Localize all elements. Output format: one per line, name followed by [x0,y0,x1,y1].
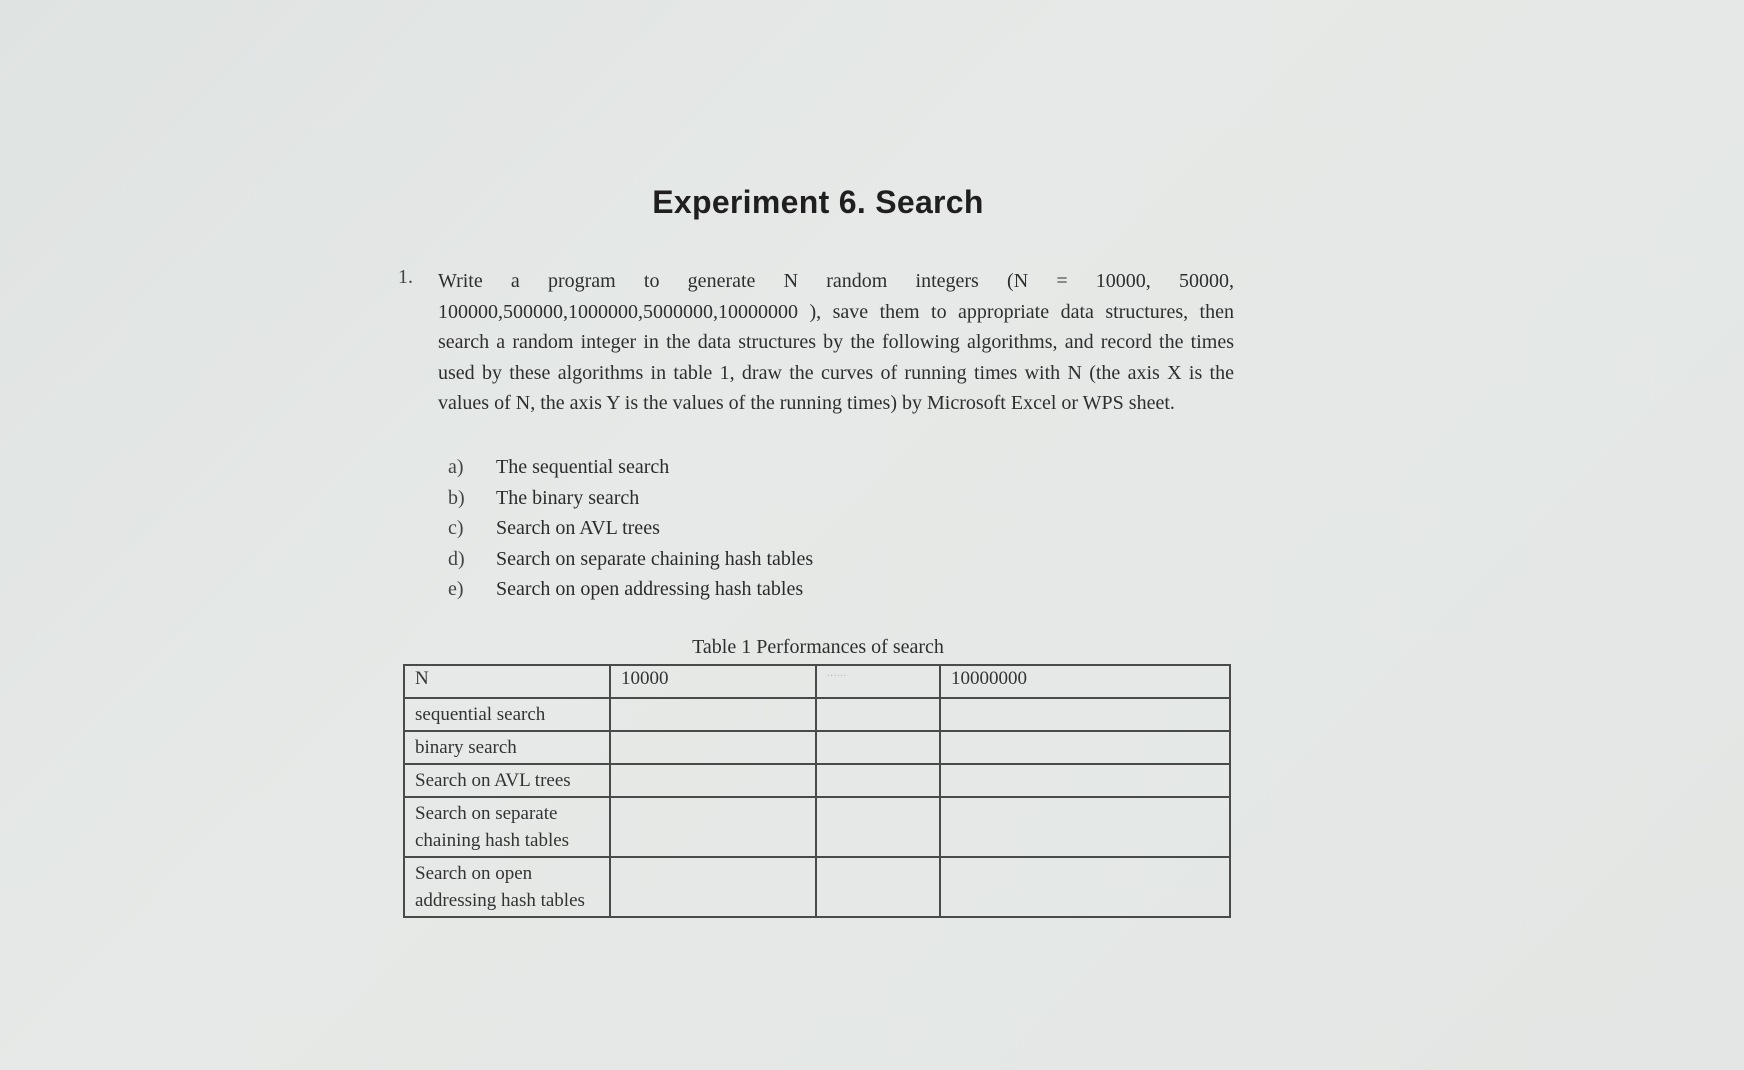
row-label: Search on separate chaining hash tables [404,797,610,857]
question-text: Write a program to generate N random integers (N = 10000, 50000, 100000,500000,1000000,5000000,10000000 ), save them to appropriate data structures, then search a random integer in the data structures by the following algorithms, and record the times used by these algorithms in table 1, draw the curves of running times with N (the axis X is the values of N, the axis Y is the values of the running times) by Microsoft Excel or WPS sheet. [438,270,1234,414]
table-cell [816,698,940,731]
table-cell [940,857,1230,917]
option-text: Search on open addressing hash tables [496,578,804,600]
table-cell [940,764,1230,797]
row-label: Search on AVL trees [404,764,610,797]
table-cell [816,857,940,917]
page-title: Experiment 6. Search [652,184,984,220]
list-item [448,544,813,575]
option-label: e) [448,578,464,600]
table-caption: Table 1 Performances of search [692,636,944,658]
table-row [404,698,1230,731]
table-cell [816,731,940,764]
table-row [404,857,1230,917]
question-number: 1. [398,266,413,288]
table-cell [610,857,816,917]
table-header-cell: 10000000 [940,665,1230,698]
table-cell [816,797,940,857]
option-label: b) [448,486,465,509]
table-header-cell: N [404,665,610,698]
table-header-cell: 10000 [610,665,816,698]
table-cell [940,731,1230,764]
table-cell [610,698,816,731]
list-item [448,483,813,514]
row-label: sequential search [404,698,610,731]
table-cell [940,698,1230,731]
option-text: The sequential search [496,456,670,478]
table-header-row [404,665,1230,698]
list-item [448,513,813,544]
table-cell [940,797,1230,857]
option-text: Search on AVL trees [496,517,660,539]
option-label: a) [448,456,464,478]
row-label: Search on open addressing hash tables [404,857,610,917]
options-list [448,452,813,605]
list-item [448,452,813,483]
option-text: The binary search [496,486,640,509]
table-header-cell: …… [816,665,940,698]
option-label: c) [448,517,464,539]
table-cell [610,731,816,764]
table-row [404,797,1230,857]
table-row [404,764,1230,797]
table-cell [816,764,940,797]
row-label: binary search [404,731,610,764]
option-text: Search on separate chaining hash tables [496,547,814,570]
option-label: d) [448,547,465,570]
list-item [448,574,813,605]
table-cell [610,797,816,857]
table-row [404,731,1230,764]
table-cell [610,764,816,797]
performance-table [403,664,1231,918]
